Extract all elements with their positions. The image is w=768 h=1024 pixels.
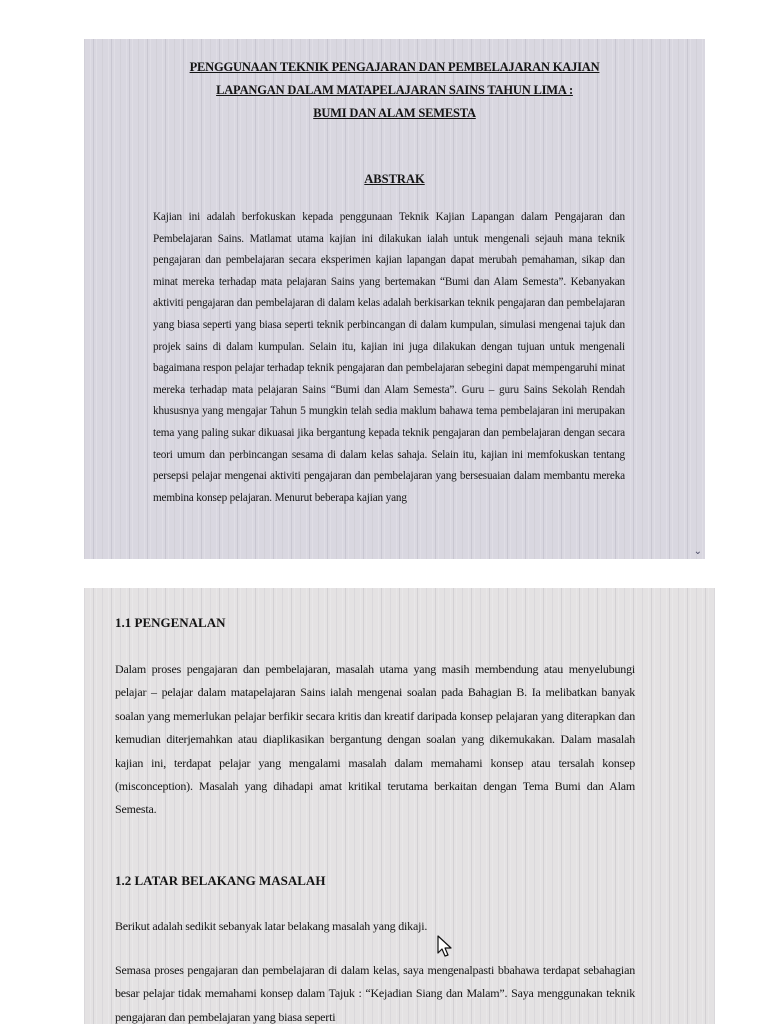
- chevron-down-icon[interactable]: ⌄: [693, 546, 702, 557]
- document-title-line-2: LAPANGAN DALAM MATAPELAJARAN SAINS TAHUN LIMA :: [216, 83, 573, 97]
- abstract-page: [84, 39, 705, 559]
- abstract-paragraph: Kajian ini adalah berfokuskan kepada penggunaan Teknik Kajian Lapangan dalam Pengajaran dan Pembelajaran Sains. Matlamat utama kajian ini dilakukan ialah untuk mengenali sejauh mana teknik pengajaran dan pembelajaran secara eksperimen kajian lapangan dapat merubah pemahaman, sikap dan minat mereka terhadap mata pelajaran Sains yang bertemakan “Bumi dan Alam Semesta”. Kebanyakan aktiviti pengajaran dan pembelajaran di dalam kelas adalah berkisarkan teknik pengajaran dan pembelajaran yang biasa seperti yang biasa seperti teknik perbincangan di dalam kumpulan, simulasi mengenai tajuk dan projek sains di dalam kumpulan. Selain itu, kajian ini juga dilakukan dengan tujuan untuk mengenali bagaimana respon pelajar terhadap teknik pengajaran dan pembelajaran sebegini dapat mempengaruhi minat mereka terhadap mata pelajaran Sains “Bumi dan Alam Semesta”. Guru – guru Sains Sekolah Rendah khususnya yang mengajar Tahun 5 mungkin telah sedia maklum bahawa tema pembelajaran ini merupakan tema yang paling sukar dikuasai jika bergantung kepada teknik pengajaran dan pembelajaran dengan secara teori umum dan perbincangan sesama di dalam kelas sahaja. Selain itu, kajian ini memfokuskan tentang persepsi pelajar mengenai aktiviti pengajaran dan pembelajaran yang bersesuaian dalam membantu mereka membina konsep pelajaran. Menurut beberapa kajian yang: [153, 211, 625, 504]
- introduction-page: [84, 588, 715, 1024]
- document-title-line-3: BUMI DAN ALAM SEMESTA: [313, 106, 476, 120]
- section-heading-pengenalan: 1.1 PENGENALAN: [115, 615, 226, 630]
- document-title-line-1: PENGGUNAAN TEKNIK PENGAJARAN DAN PEMBELAJARAN KAJIAN: [189, 60, 600, 74]
- abstract-heading: ABSTRAK: [364, 172, 425, 186]
- latar-belakang-intro: Berikut adalah sedikit sebanyak latar belakang masalah yang dikaji.: [115, 919, 428, 933]
- pengenalan-paragraph: Dalam proses pengajaran dan pembelajaran, masalah utama yang masih membendung atau menyelubungi pelajar – pelajar dalam matapelajaran Sains ialah mengenai soalan pada Bahagian B. Ia melibatkan banyak soalan yang memerlukan pelajar berfikir secara kritis dan kreatif daripada konsep pelajaran yang diterapkan dan kemudian diterjemahkan atau diaplikasikan bergantung dengan soalan yang dikemukakan. Dalam masalah kajian ini, terdapat pelajar yang mengalami masalah dalam memahami konsep atau tersalah konsep (misconception). Masalah yang dihadapi amat kritikal terutama berkaitan dengan Tema Bumi dan Alam Semesta.: [115, 662, 635, 817]
- latar-belakang-paragraph: Semasa proses pengajaran dan pembelajaran di dalam kelas, saya mengenalpasti bbahawa terdapat sebahagian besar pelajar tidak memahami konsep dalam Tajuk : “Kejadian Siang dan Malam”. Saya menggunakan teknik pengajaran dan pembelajaran yang biasa seperti: [115, 963, 635, 1024]
- mouse-pointer-icon: [437, 935, 453, 959]
- section-heading-latar-belakang: 1.2 LATAR BELAKANG MASALAH: [115, 873, 326, 888]
